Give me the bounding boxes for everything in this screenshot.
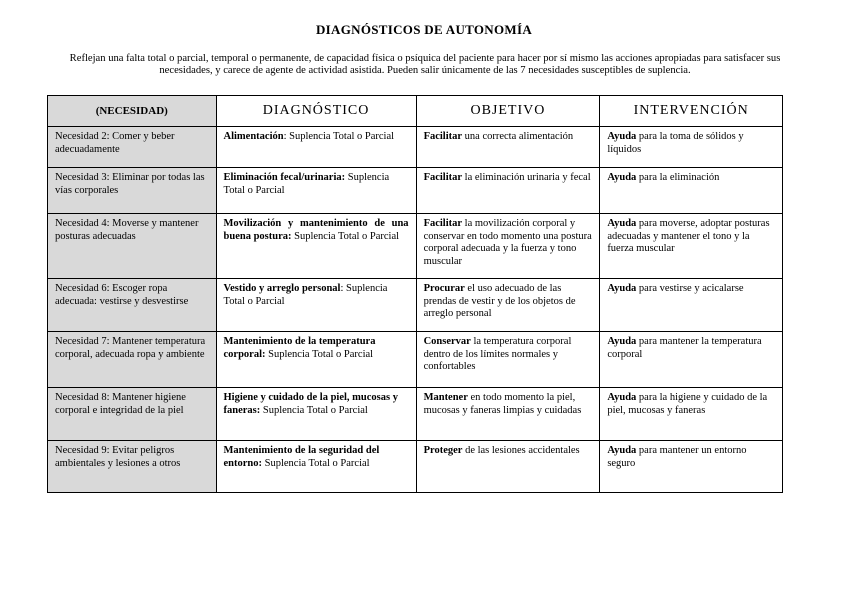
diagnosis-label: Higiene y cuidado de la piel, mucosas y faneras: — [223, 392, 398, 416]
table-row — [48, 388, 783, 441]
objective-verb: Proteger — [423, 445, 463, 456]
diagnosis-text: Suplencia Total o Parcial — [291, 230, 400, 242]
objective-cell — [416, 441, 600, 493]
table-row — [48, 332, 783, 388]
intervention-text: para vestirse y acicalarse — [636, 283, 744, 294]
intervention-cell — [600, 441, 783, 493]
need-cell: Necesidad 7: Mantener temperatura corporal, adecuada ropa y ambiente — [48, 332, 217, 388]
table-header-row — [48, 96, 783, 127]
intervention-cell — [600, 279, 783, 332]
objective-verb: Facilitar — [423, 131, 463, 142]
header-objective: OBJETIVO — [416, 96, 600, 127]
diagnosis-text: : Suplencia Total o Parcial — [223, 283, 388, 307]
autonomy-diagnoses-table — [47, 95, 783, 493]
intervention-verb: Ayuda — [607, 218, 637, 229]
need-cell: Necesidad 2: Comer y beber adecuadamente — [48, 127, 217, 168]
objective-text: la eliminación urinaria y fecal — [462, 172, 591, 183]
table-row — [48, 127, 783, 168]
document-title: DIAGNÓSTICOS DE AUTONOMÍA — [315, 22, 533, 37]
table-row — [48, 214, 783, 279]
diagnosis-cell — [216, 332, 416, 388]
need-cell: Necesidad 6: Escoger ropa adecuada: vestirse y desvestirse — [48, 279, 217, 332]
header-diagnosis: DIAGNÓSTICO — [216, 96, 416, 127]
objective-verb: Procurar — [423, 283, 465, 294]
objective-cell — [416, 127, 600, 168]
objective-cell — [416, 214, 600, 279]
diagnosis-text: : Suplencia Total o Parcial — [283, 131, 395, 142]
objective-text: en todo momento la piel, mucosas y faneras limpias y cuidadas — [423, 392, 582, 416]
objective-cell — [416, 388, 600, 441]
diagnosis-text: Suplencia Total o Parcial — [265, 348, 374, 360]
table-row — [48, 168, 783, 214]
intervention-text: para mantener un entorno seguro — [607, 445, 747, 469]
objective-text: una correcta alimentación — [462, 131, 574, 142]
diagnosis-cell — [216, 214, 416, 279]
intervention-verb: Ayuda — [607, 336, 637, 347]
table-row — [48, 441, 783, 493]
intervention-text: para la higiene y cuidado de la piel, mucosas y faneras — [607, 392, 768, 416]
intervention-cell — [600, 332, 783, 388]
intervention-cell — [600, 214, 783, 279]
intervention-verb: Ayuda — [607, 445, 637, 456]
intervention-cell — [600, 388, 783, 441]
diagnosis-cell — [216, 168, 416, 214]
intervention-text: para moverse, adoptar posturas adecuadas y mantener el tono y la fuerza muscular — [607, 218, 770, 254]
diagnosis-text: Suplencia Total o Parcial — [223, 172, 390, 196]
intervention-text: para la toma de sólidos y líquidos — [607, 131, 744, 155]
objective-cell — [416, 279, 600, 332]
diagnosis-label: Movilización y mantenimiento de una buena postura: — [223, 218, 409, 242]
need-cell: Necesidad 3: Eliminar por todas las vías corporales — [48, 168, 217, 214]
objective-verb: Mantener — [423, 392, 468, 403]
intervention-text: para mantener la temperatura corporal — [607, 336, 762, 360]
objective-verb: Conservar — [423, 336, 471, 347]
objective-text: la temperatura corporal dentro de los límites normales y confortables — [423, 336, 572, 372]
intervention-cell — [600, 168, 783, 214]
diagnosis-label: Eliminación fecal/urinaria: — [223, 172, 346, 183]
diagnosis-text: Suplencia Total o Parcial — [262, 457, 370, 469]
intervention-verb: Ayuda — [607, 131, 637, 142]
diagnosis-label: Vestido y arreglo personal — [223, 283, 341, 294]
intervention-cell — [600, 127, 783, 168]
header-need: (NECESIDAD) — [48, 96, 217, 127]
intro-paragraph: Reflejan una falta total o parcial, temporal o permanente, de capacidad física o psíquica del paciente para hacer por sí mismo las acciones apropiadas para satisfacer sus necesidades, y carece de agente de actividad asistida. Pueden salir únicamente de las 7 necesidades susceptibles de suplencia. — [69, 53, 781, 76]
need-cell: Necesidad 4: Moverse y mantener posturas adecuadas — [48, 214, 217, 279]
diagnosis-cell — [216, 441, 416, 493]
diagnosis-cell — [216, 127, 416, 168]
need-cell: Necesidad 9: Evitar peligros ambientales y lesiones a otros — [48, 441, 217, 493]
objective-cell — [416, 332, 600, 388]
header-intervention: INTERVENCIÓN — [600, 96, 783, 127]
objective-text: el uso adecuado de las prendas de vestir y de los objetos de arreglo personal — [423, 283, 576, 319]
intervention-text: para la eliminación — [636, 172, 720, 183]
objective-verb: Facilitar — [423, 218, 463, 229]
diagnosis-label: Alimentación — [223, 131, 284, 142]
diagnosis-text: Suplencia Total o Parcial — [260, 404, 368, 416]
diagnosis-cell — [216, 388, 416, 441]
intervention-verb: Ayuda — [607, 172, 637, 183]
diagnosis-label: Mantenimiento de la temperatura corporal: — [223, 336, 376, 360]
diagnosis-cell — [216, 279, 416, 332]
objective-text: de las lesiones accidentales — [462, 445, 580, 456]
objective-verb: Facilitar — [423, 172, 463, 183]
objective-text: la movilización corporal y conservar en todo momento una postura corporal adecuada y la fuerza y tono muscular — [423, 218, 592, 267]
intervention-verb: Ayuda — [607, 283, 637, 294]
objective-cell — [416, 168, 600, 214]
diagnosis-label: Mantenimiento de la seguridad del entorno: — [223, 445, 380, 469]
intervention-verb: Ayuda — [607, 392, 637, 403]
table-row — [48, 279, 783, 332]
need-cell: Necesidad 8: Mantener higiene corporal e integridad de la piel — [48, 388, 217, 441]
